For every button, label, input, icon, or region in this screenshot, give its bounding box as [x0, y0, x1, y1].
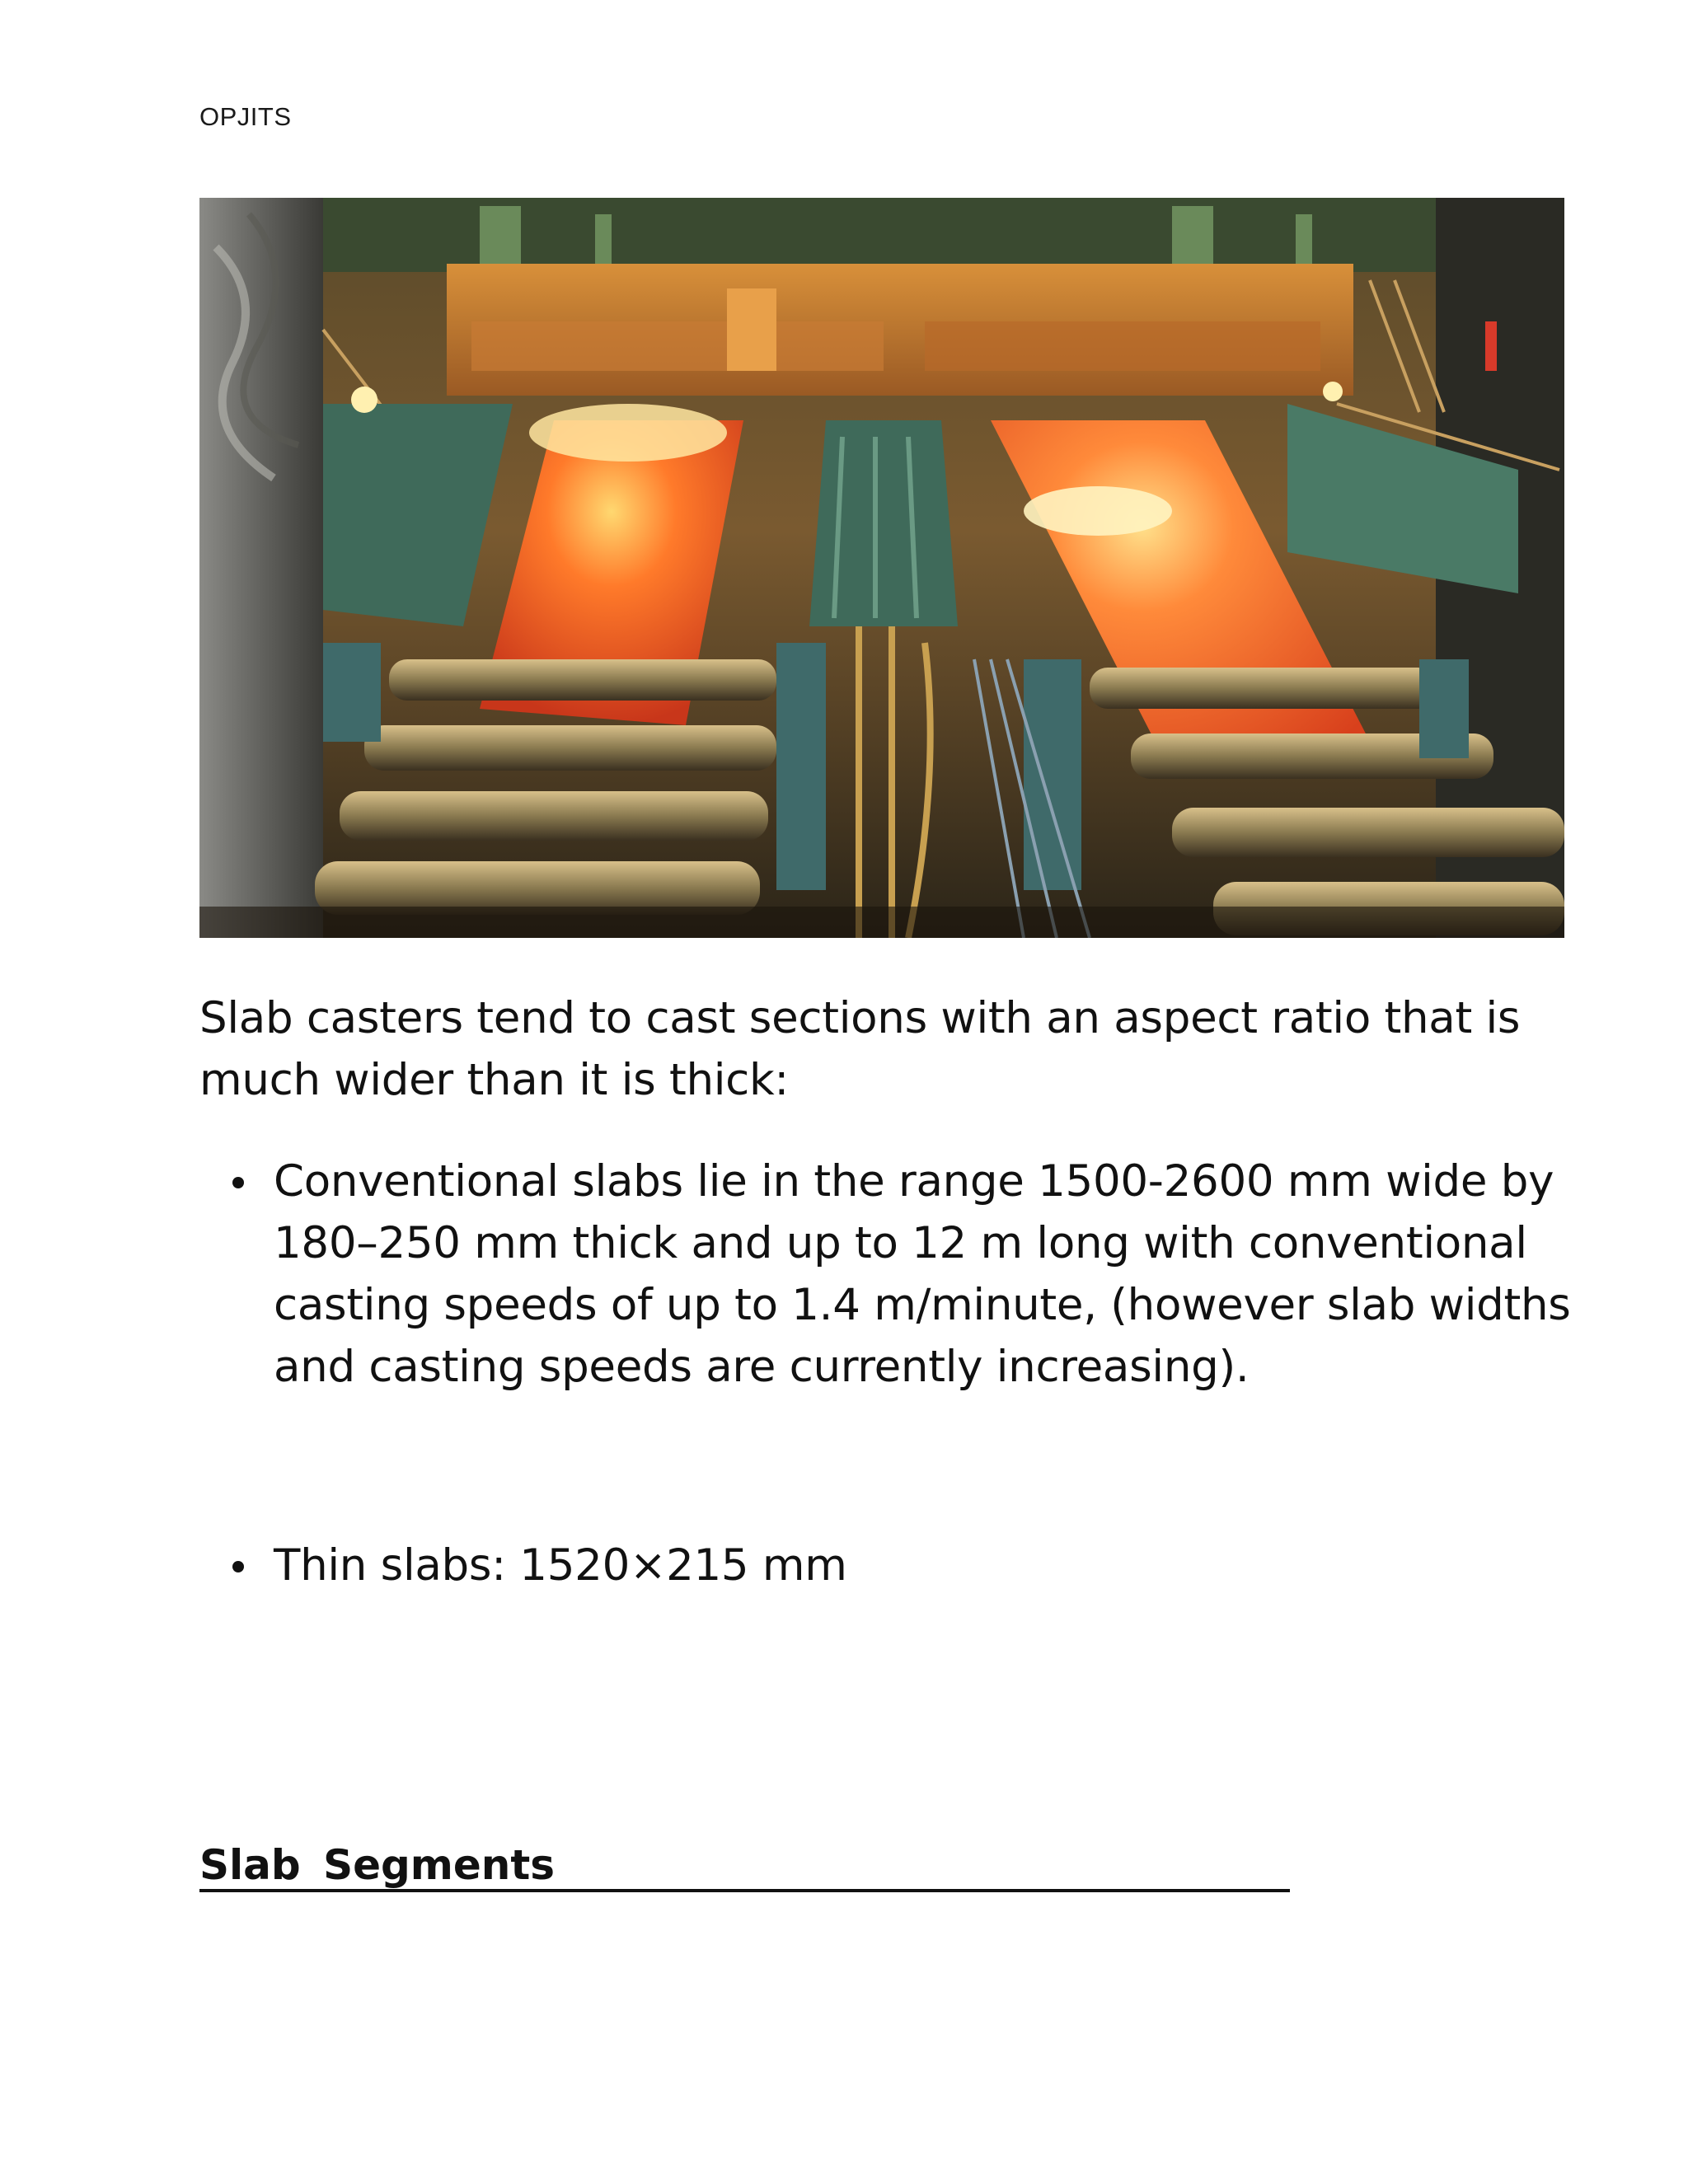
intro-paragraph: Slab casters tend to cast sections with an aspect ratio that is much wider than it is thick: — [199, 993, 1521, 1105]
bullet-icon — [232, 1177, 244, 1188]
list-item-conventional-slabs — [199, 1151, 1584, 1398]
page-header: OPJITS — [199, 102, 292, 131]
section-heading: Slab Segments — [199, 1838, 1290, 1892]
bullet-icon — [232, 1561, 244, 1572]
steel-mill-photo — [199, 198, 1564, 938]
steel-mill-illustration — [199, 198, 1564, 938]
slab-spec-list — [199, 1151, 1584, 1596]
list-item-text: Conventional slabs lie in the range 1500-2600 mm wide by 180–250 mm thick and up to 12 m long with conventional casting speeds of up to 1.4 m/minute, (however slab widths and casting speeds are currently increasing). — [274, 1156, 1571, 1392]
list-item-thin-slabs — [199, 1535, 1584, 1596]
list-item-text: Thin slabs: 1520×215 mm — [274, 1540, 847, 1591]
